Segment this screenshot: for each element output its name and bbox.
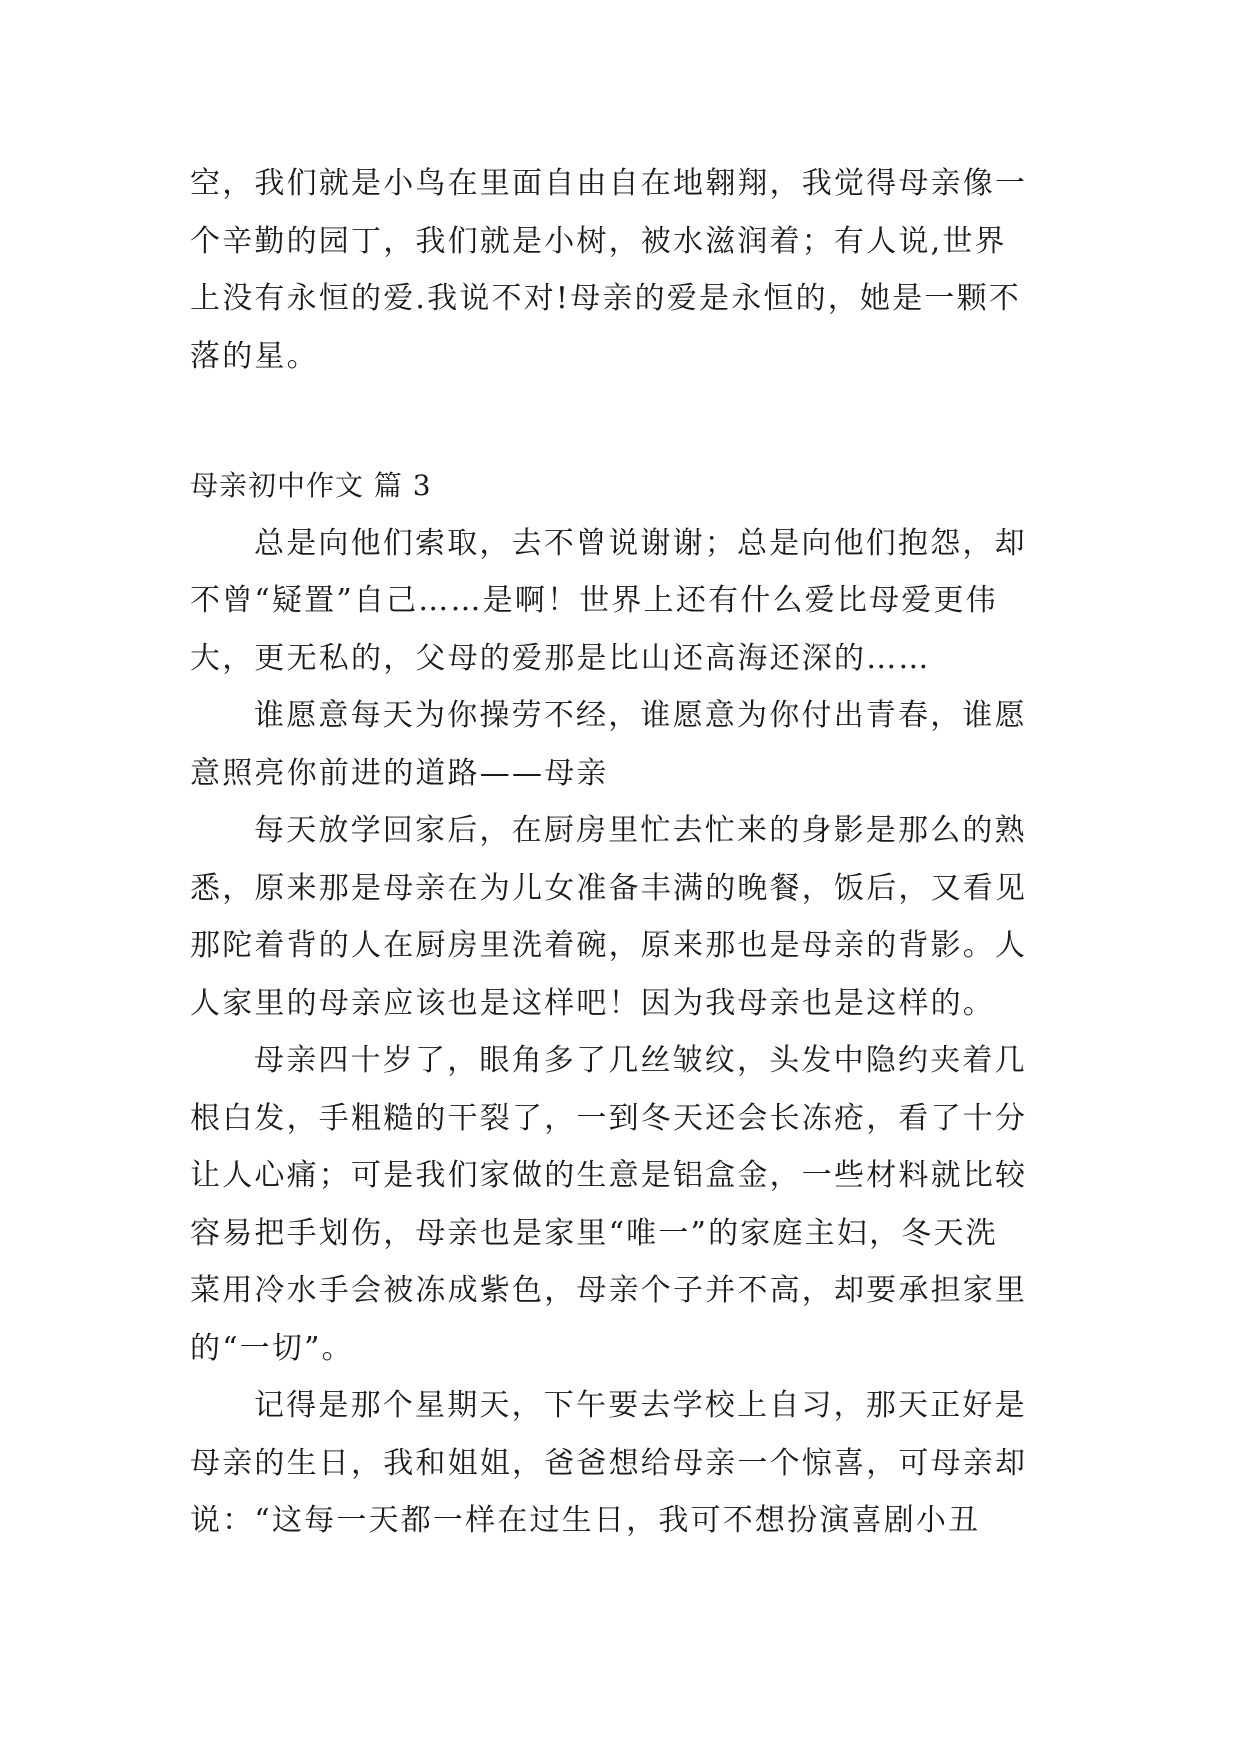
text-line: 母亲的生日，我和姐姐，爸爸想给母亲一个惊喜，可母亲却 xyxy=(190,1445,1028,1481)
text-line: 总是向他们索取，去不曾说谢谢；总是向他们抱怨，却 xyxy=(254,525,1027,561)
text-line: 人家里的母亲应该也是这样吧！因为我母亲也是这样的。 xyxy=(190,985,995,1021)
section-heading: 母亲初中作文 篇 3 xyxy=(190,469,432,502)
text-line: 悉，原来那是母亲在为儿女准备丰满的晚餐，饭后，又看见 xyxy=(190,870,1028,906)
paragraph xyxy=(190,687,1050,802)
text-line: 容易把手划伤，母亲也是家里“唯一”的家庭主妇，冬天洗 xyxy=(190,1215,998,1251)
text-line: 大，更无私的，父母的爱那是比山还高海还深的…… xyxy=(190,640,931,676)
text-line: 让人心痛；可是我们家做的生意是铝盒金，一些材料就比较 xyxy=(190,1158,1028,1193)
text-line: 说：“这每一天都一样在过生日，我可不想扮演喜剧小丑 xyxy=(190,1503,981,1538)
text-line: 个辛勤的园丁，我们就是小树，被水滋润着；有人说,世界 xyxy=(190,223,1007,259)
paragraph xyxy=(190,1032,1050,1377)
text-line: 上没有永恒的爱.我说不对!母亲的爱是永恒的，她是一颗不 xyxy=(190,281,1021,316)
text-line: 意照亮你前进的道路——母亲 xyxy=(190,755,609,791)
text-line: 不曾“疑置”自己……是啊！世界上还有什么爱比母爱更伟 xyxy=(190,583,998,618)
paragraph xyxy=(190,802,1050,1032)
paragraph xyxy=(190,515,1050,688)
paragraph xyxy=(190,1377,1050,1550)
text-line: 母亲四十岁了，眼角多了几丝皱纹，头发中隐约夹着几 xyxy=(254,1043,1027,1078)
document-page xyxy=(190,155,1050,1550)
section-gap xyxy=(190,385,1050,457)
text-line: 菜用冷水手会被冻成紫色，母亲个子并不高，却要承担家里 xyxy=(190,1273,1028,1308)
paragraph-continued xyxy=(190,155,1050,385)
text-line: 空，我们就是小鸟在里面自由自在地翱翔，我觉得母亲像一 xyxy=(190,166,1028,201)
text-line: 根白发，手粗糙的干裂了，一到冬天还会长冻疮，看了十分 xyxy=(190,1100,1028,1136)
text-line: 落的星。 xyxy=(190,338,319,374)
text-line: 那陀着背的人在厨房里洗着碗，原来那也是母亲的背影。人 xyxy=(190,928,1028,963)
text-line: 的“一切”。 xyxy=(190,1330,354,1366)
text-line: 每天放学回家后，在厨房里忙去忙来的身影是那么的熟 xyxy=(254,813,1027,848)
text-line: 记得是那个星期天，下午要去学校上自习，那天正好是 xyxy=(254,1388,1027,1423)
text-line: 谁愿意每天为你操劳不经，谁愿意为你付出青春，谁愿 xyxy=(254,698,1027,733)
